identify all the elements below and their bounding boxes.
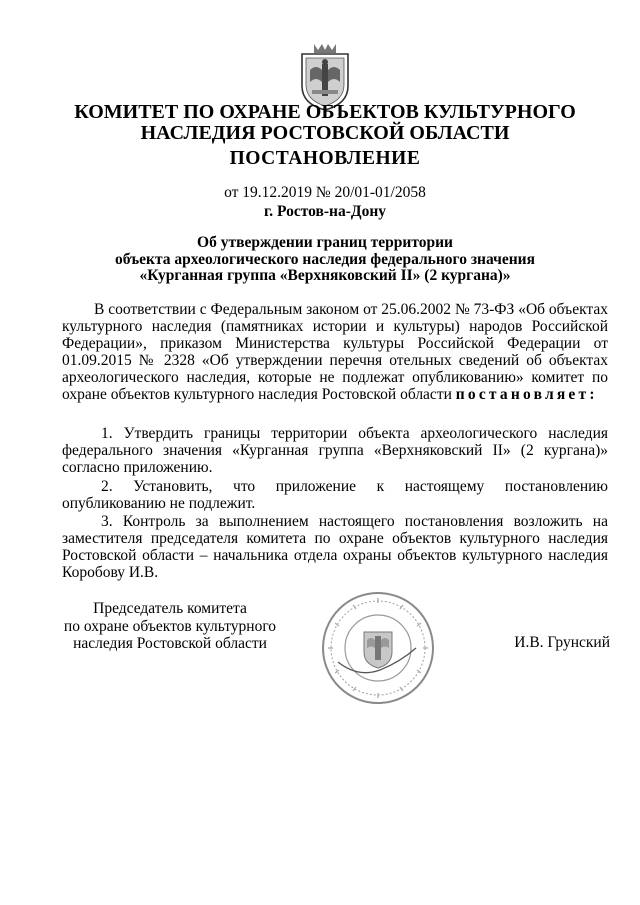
list-item	[62, 425, 608, 476]
header-line-1: КОМИТЕТ ПО ОХРАНЕ ОБЪЕКТОВ КУЛЬТУРНОГО	[74, 101, 576, 123]
document-subject	[60, 235, 590, 285]
list-item	[62, 478, 608, 512]
position-line-3: наследия Ростовской области	[73, 635, 267, 652]
document-type: ПОСТАНОВЛЕНИЕ	[229, 148, 421, 169]
document-city: г. Ростов-на-Дону	[264, 203, 386, 220]
document-date-number: от 19.12.2019 № 20/01-01/2058	[224, 184, 426, 201]
subject-line-2: объекта археологического наследия федерального значения	[114, 250, 535, 268]
position-line-1: Председатель комитета	[93, 600, 247, 617]
item-3-text: 3. Контроль за выполнением настоящего постановления возложить на заместителя председателя комитета по охране объектов культурного наследия Ростовской области – начальника отдела охраны объектов культурного наследия Коробову И.В.	[62, 513, 608, 581]
subject-line-1: Об утверждении границ территории	[197, 234, 453, 251]
signatory-position	[60, 600, 280, 653]
intro-text: В соответствии с Федеральным законом от 25.06.2002 № 73-ФЗ «Об объектах культурного наследия (памятниках истории и культуры) народов Российской Федерации», приказом Министерства культуры Российской Федерации от 01.09.2015 № 2328 «Об утверждении перечня отельных сведений об объектах археологического наследия, которые не подлежат опубликованию» комитет по охране объектов культурного наследия Ростовской области	[62, 301, 608, 403]
list-item	[62, 513, 608, 581]
position-line-2: по охране объектов культурного	[63, 617, 277, 635]
decree-word: постановляет:	[455, 386, 598, 403]
item-2-text: 2. Установить, что приложение к настоящему постановлению опубликованию не подлежит.	[62, 478, 608, 512]
organization-header	[60, 102, 590, 144]
intro-paragraph	[62, 301, 608, 403]
header-line-2: НАСЛЕДИЯ РОСТОВСКОЙ ОБЛАСТИ	[140, 122, 510, 144]
signatory-name: И.В. Грунский	[514, 634, 610, 651]
subject-line-3: «Курганная группа «Верхняковский II» (2 кургана)»	[139, 267, 511, 284]
item-1-text: 1. Утвердить границы территории объекта археологического наследия федерального значения «Курганная группа «Верхняковский II» (2 кургана)» согласно приложению.	[62, 425, 608, 476]
official-seal-icon	[318, 590, 438, 706]
